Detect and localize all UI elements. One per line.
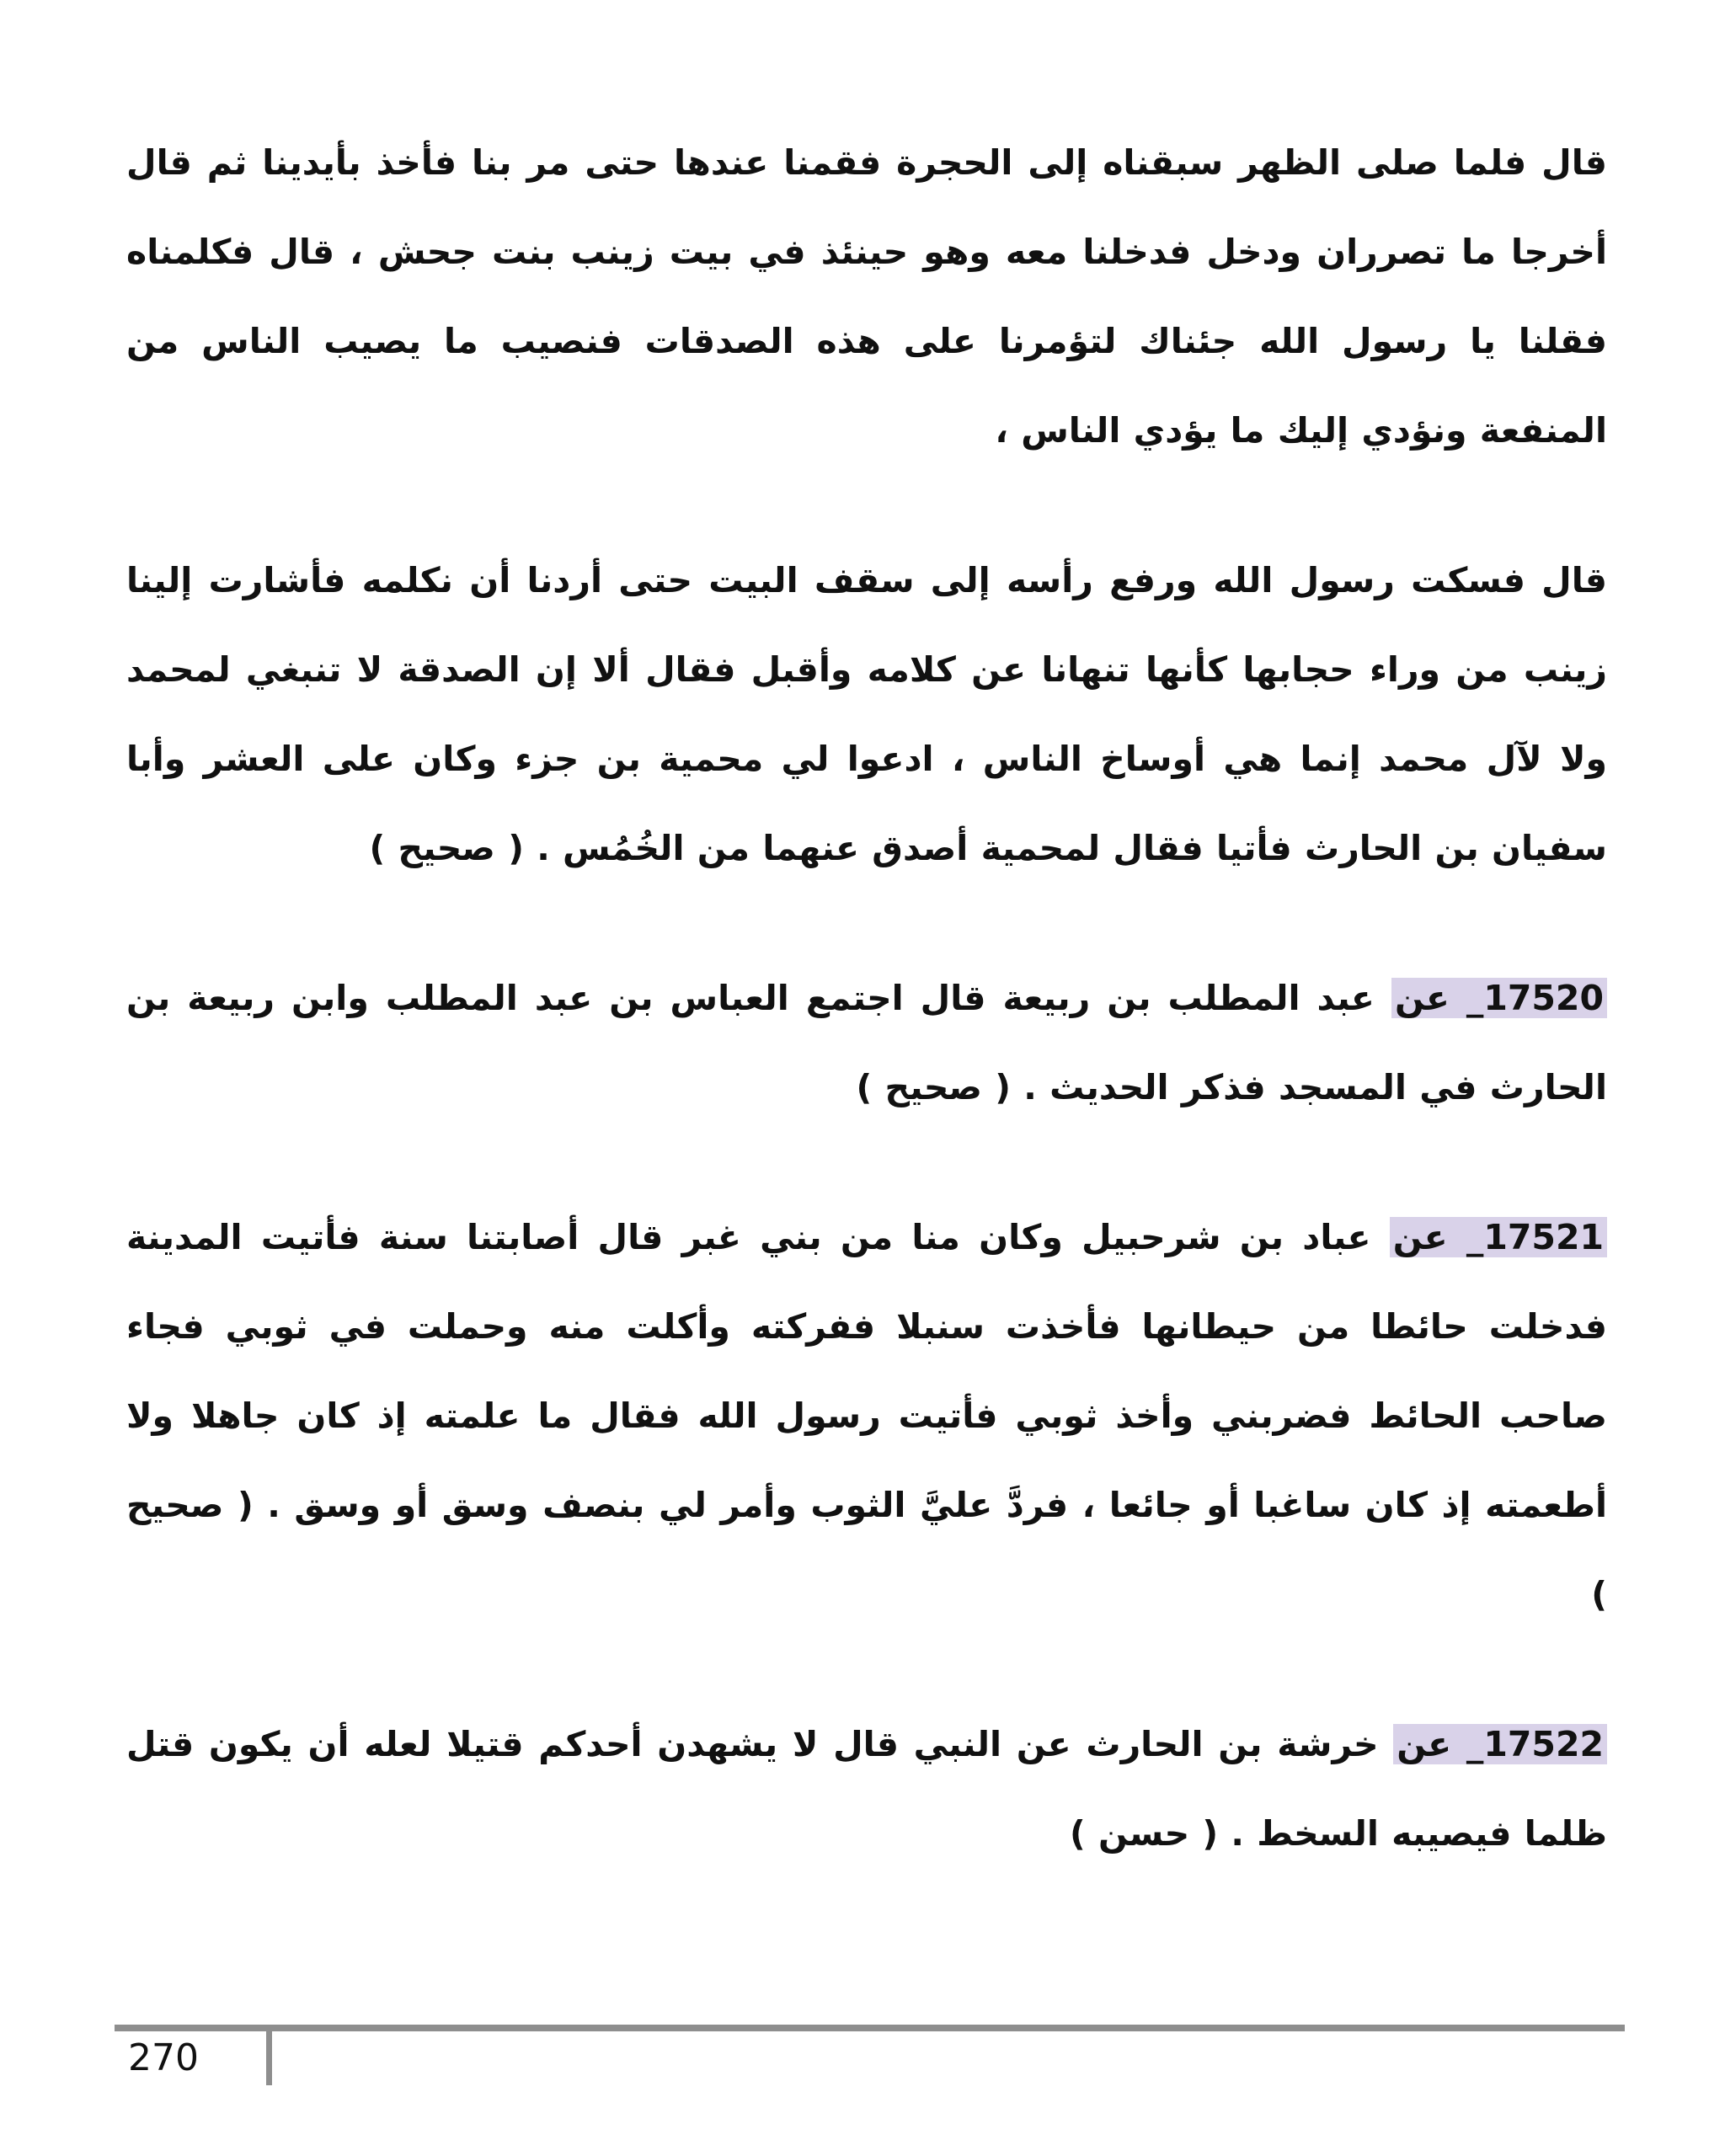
- paragraph-continuation-2: [126, 536, 1607, 893]
- hadith-number-highlight: 17520_ عن: [1391, 978, 1607, 1018]
- hadith-text: عباد بن شرحبيل وكان منا من بني غبر قال أصابتنا سنة فأتيت المدينة فدخلت حائطا من حيطانها فأخذت سنبلا ففركته وأكلت منه وحملت في ثوبي فجاء صاحب الحائط فضربني وأخذ ثوبي فأتيت رسول الله فقال ما علمته إذ كان جاهلا ولا أطعمته إذ كان ساغبا أو جائعا ، فردَّ عليَّ الثوب وأمر لي بنصف وسق أو وسق . ( صحيح ): [126, 1217, 1607, 1614]
- hadith-17520: [126, 953, 1607, 1132]
- hadith-text: خرشة بن الحارث عن النبي قال لا يشهدن أحدكم قتيلا لعله أن يكون قتل ظلما فيصيبه السخط . ( حسن ): [126, 1724, 1607, 1854]
- page-number: 270: [128, 2036, 199, 2079]
- footer-divider-tick: [266, 2030, 272, 2085]
- hadith-number-highlight: 17522_ عن: [1393, 1724, 1607, 1764]
- page-body: [126, 118, 1607, 1878]
- hadith-number-highlight: 17521_ عن: [1390, 1217, 1607, 1257]
- paragraph-continuation-1: [126, 118, 1607, 475]
- hadith-17522: [126, 1700, 1607, 1878]
- paragraph-text: قال فلما صلى الظهر سبقناه إلى الحجرة فقمنا عندها حتى مر بنا فأخذ بأيدينا ثم قال أخرجا ما تصرران ودخل فدخلنا معه وهو حينئذ في بيت زينب بنت جحش ، قال فكلمناه فقلنا يا رسول الله جئناك لتؤمرنا على هذه الصدقات فنصيب ما يصيب الناس من المنفعة ونؤدي إليك ما يؤدي الناس ،: [126, 142, 1607, 451]
- hadith-text: عبد المطلب بن ربيعة قال اجتمع العباس بن عبد المطلب وابن ربيعة بن الحارث في المسجد فذكر الحديث . ( صحيح ): [126, 978, 1607, 1107]
- paragraph-text: قال فسكت رسول الله ورفع رأسه إلى سقف البيت حتى أردنا أن نكلمه فأشارت إلينا زينب من وراء حجابها كأنها تنهانا عن كلامه وأقبل فقال ألا إن الصدقة لا تنبغي لمحمد ولا لآل محمد إنما هي أوساخ الناس ، ادعوا لي محمية بن جزء وكان على العشر وأبا سفيان بن الحارث فأتيا فقال لمحمية أصدق عنهما من الخُمُس . ( صحيح ): [126, 560, 1607, 868]
- hadith-17521: [126, 1193, 1607, 1639]
- footer-rule: [115, 2025, 1625, 2031]
